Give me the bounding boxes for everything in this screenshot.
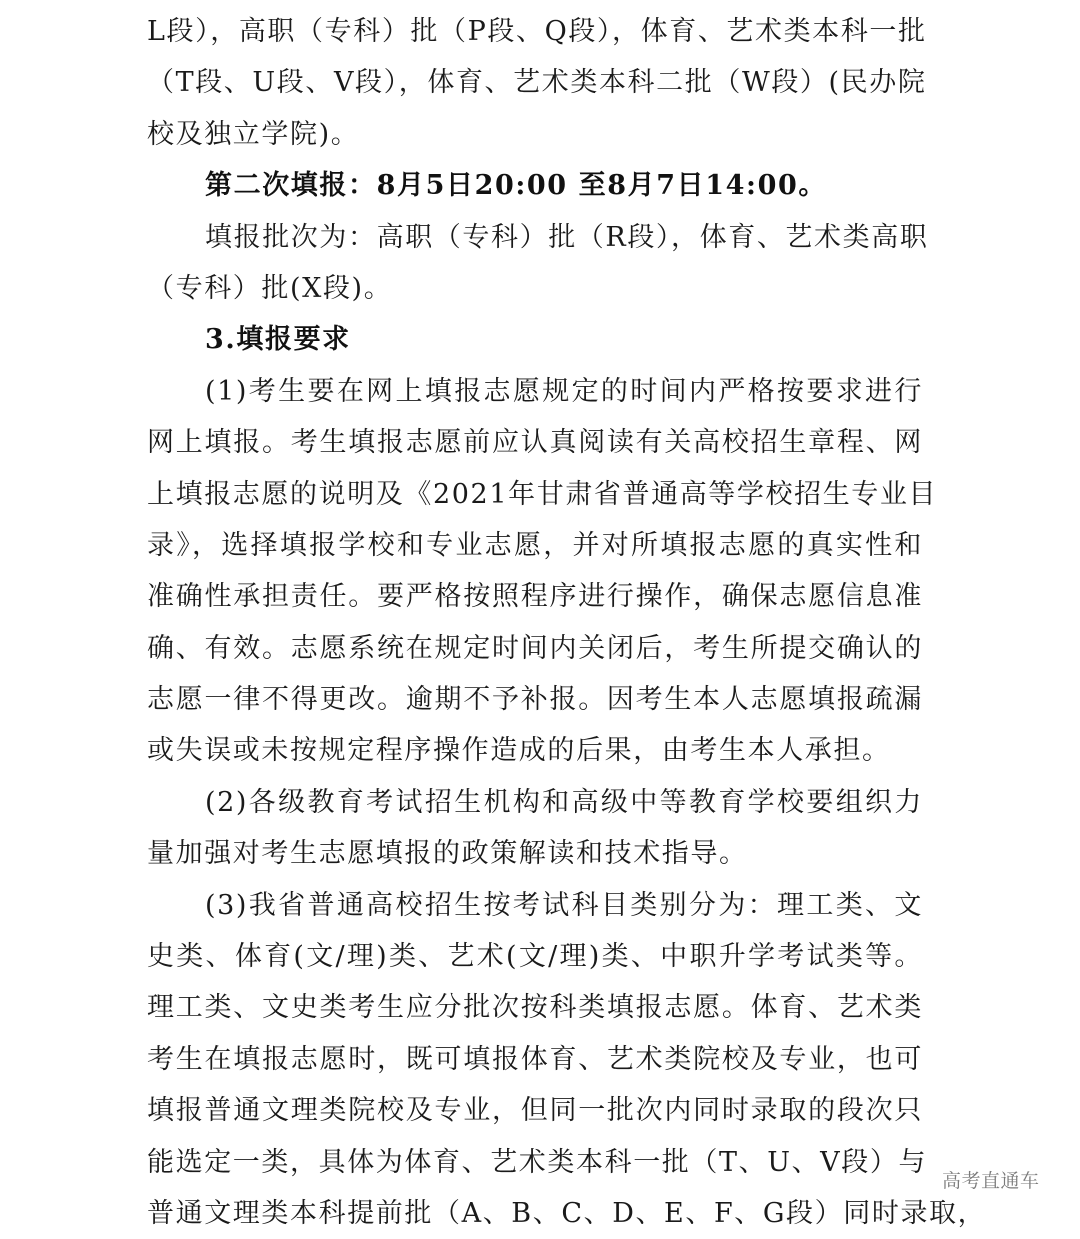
text-line-8: (1)考生要在网上填报志愿规定的时间内严格按要求进行 [205, 375, 923, 407]
text-line-12: 准确性承担责任。要严格按照程序进行操作，确保志愿信息准 [147, 581, 923, 613]
text-line-23: 能选定一类，具体为体育、艺术类本科一批（T、U、V段）与 [147, 1146, 928, 1178]
text-line-5: 填报批次为：高职（专科）批（R段），体育、艺术类高职 [205, 221, 929, 253]
text-line-1: L段），高职（专科）批（P段、Q段），体育、艺术类本科一批 [147, 16, 927, 47]
text-line-17: 量加强对考生志愿填报的政策解读和技术指导。 [147, 838, 748, 870]
second-filling-heading: 第二次填报：8月5日20:00 至8月7日14:00。 [205, 170, 827, 202]
text-line-19: 史类、体育(文/理)类、艺术(文/理)类、中职升学考试类等。 [147, 941, 923, 973]
text-line-10: 上填报志愿的说明及《2021年甘肃省普通高等学校招生专业目 [147, 478, 938, 510]
text-line-9: 网上填报。考生填报志愿前应认真阅读有关高校招生章程、网 [147, 427, 923, 459]
text-line-3: 校及独立学院)。 [147, 118, 360, 150]
watermark: 高考直通车 [942, 1170, 1040, 1192]
text-line-11: 录》，选择填报学校和专业志愿，并对所填报志愿的真实性和 [147, 529, 923, 561]
text-line-6: （专科）批(X段)。 [147, 272, 393, 304]
text-line-24: 普通文理类本科提前批（A、B、C、D、E、F、G段）同时录取， [147, 1197, 987, 1229]
section-heading-filling-requirements: 3.填报要求 [205, 324, 351, 356]
text-line-15: 或失误或未按规定程序操作造成的后果，由考生本人承担。 [147, 735, 891, 767]
text-line-21: 考生在填报志愿时，既可填报体育、艺术类院校及专业，也可 [147, 1043, 923, 1075]
text-line-20: 理工类、文史类考生应分批次按科类填报志愿。体育、艺术类 [147, 992, 923, 1024]
text-line-2: （T段、U段、V段），体育、艺术类本科二批（W段）(民办院 [147, 67, 927, 99]
text-line-14: 志愿一律不得更改。逾期不予补报。因考生本人志愿填报疏漏 [147, 684, 923, 716]
text-line-18: (3)我省普通高校招生按考试科目类别分为：理工类、文 [205, 889, 923, 921]
text-line-16: (2)各级教育考试招生机构和高级中等教育学校要组织力 [205, 786, 923, 818]
text-line-22: 填报普通文理类院校及专业，但同一批次内同时录取的段次只 [147, 1095, 923, 1127]
text-line-13: 确、有效。志愿系统在规定时间内关闭后，考生所提交确认的 [147, 632, 923, 664]
document-page [147, 6, 987, 1239]
